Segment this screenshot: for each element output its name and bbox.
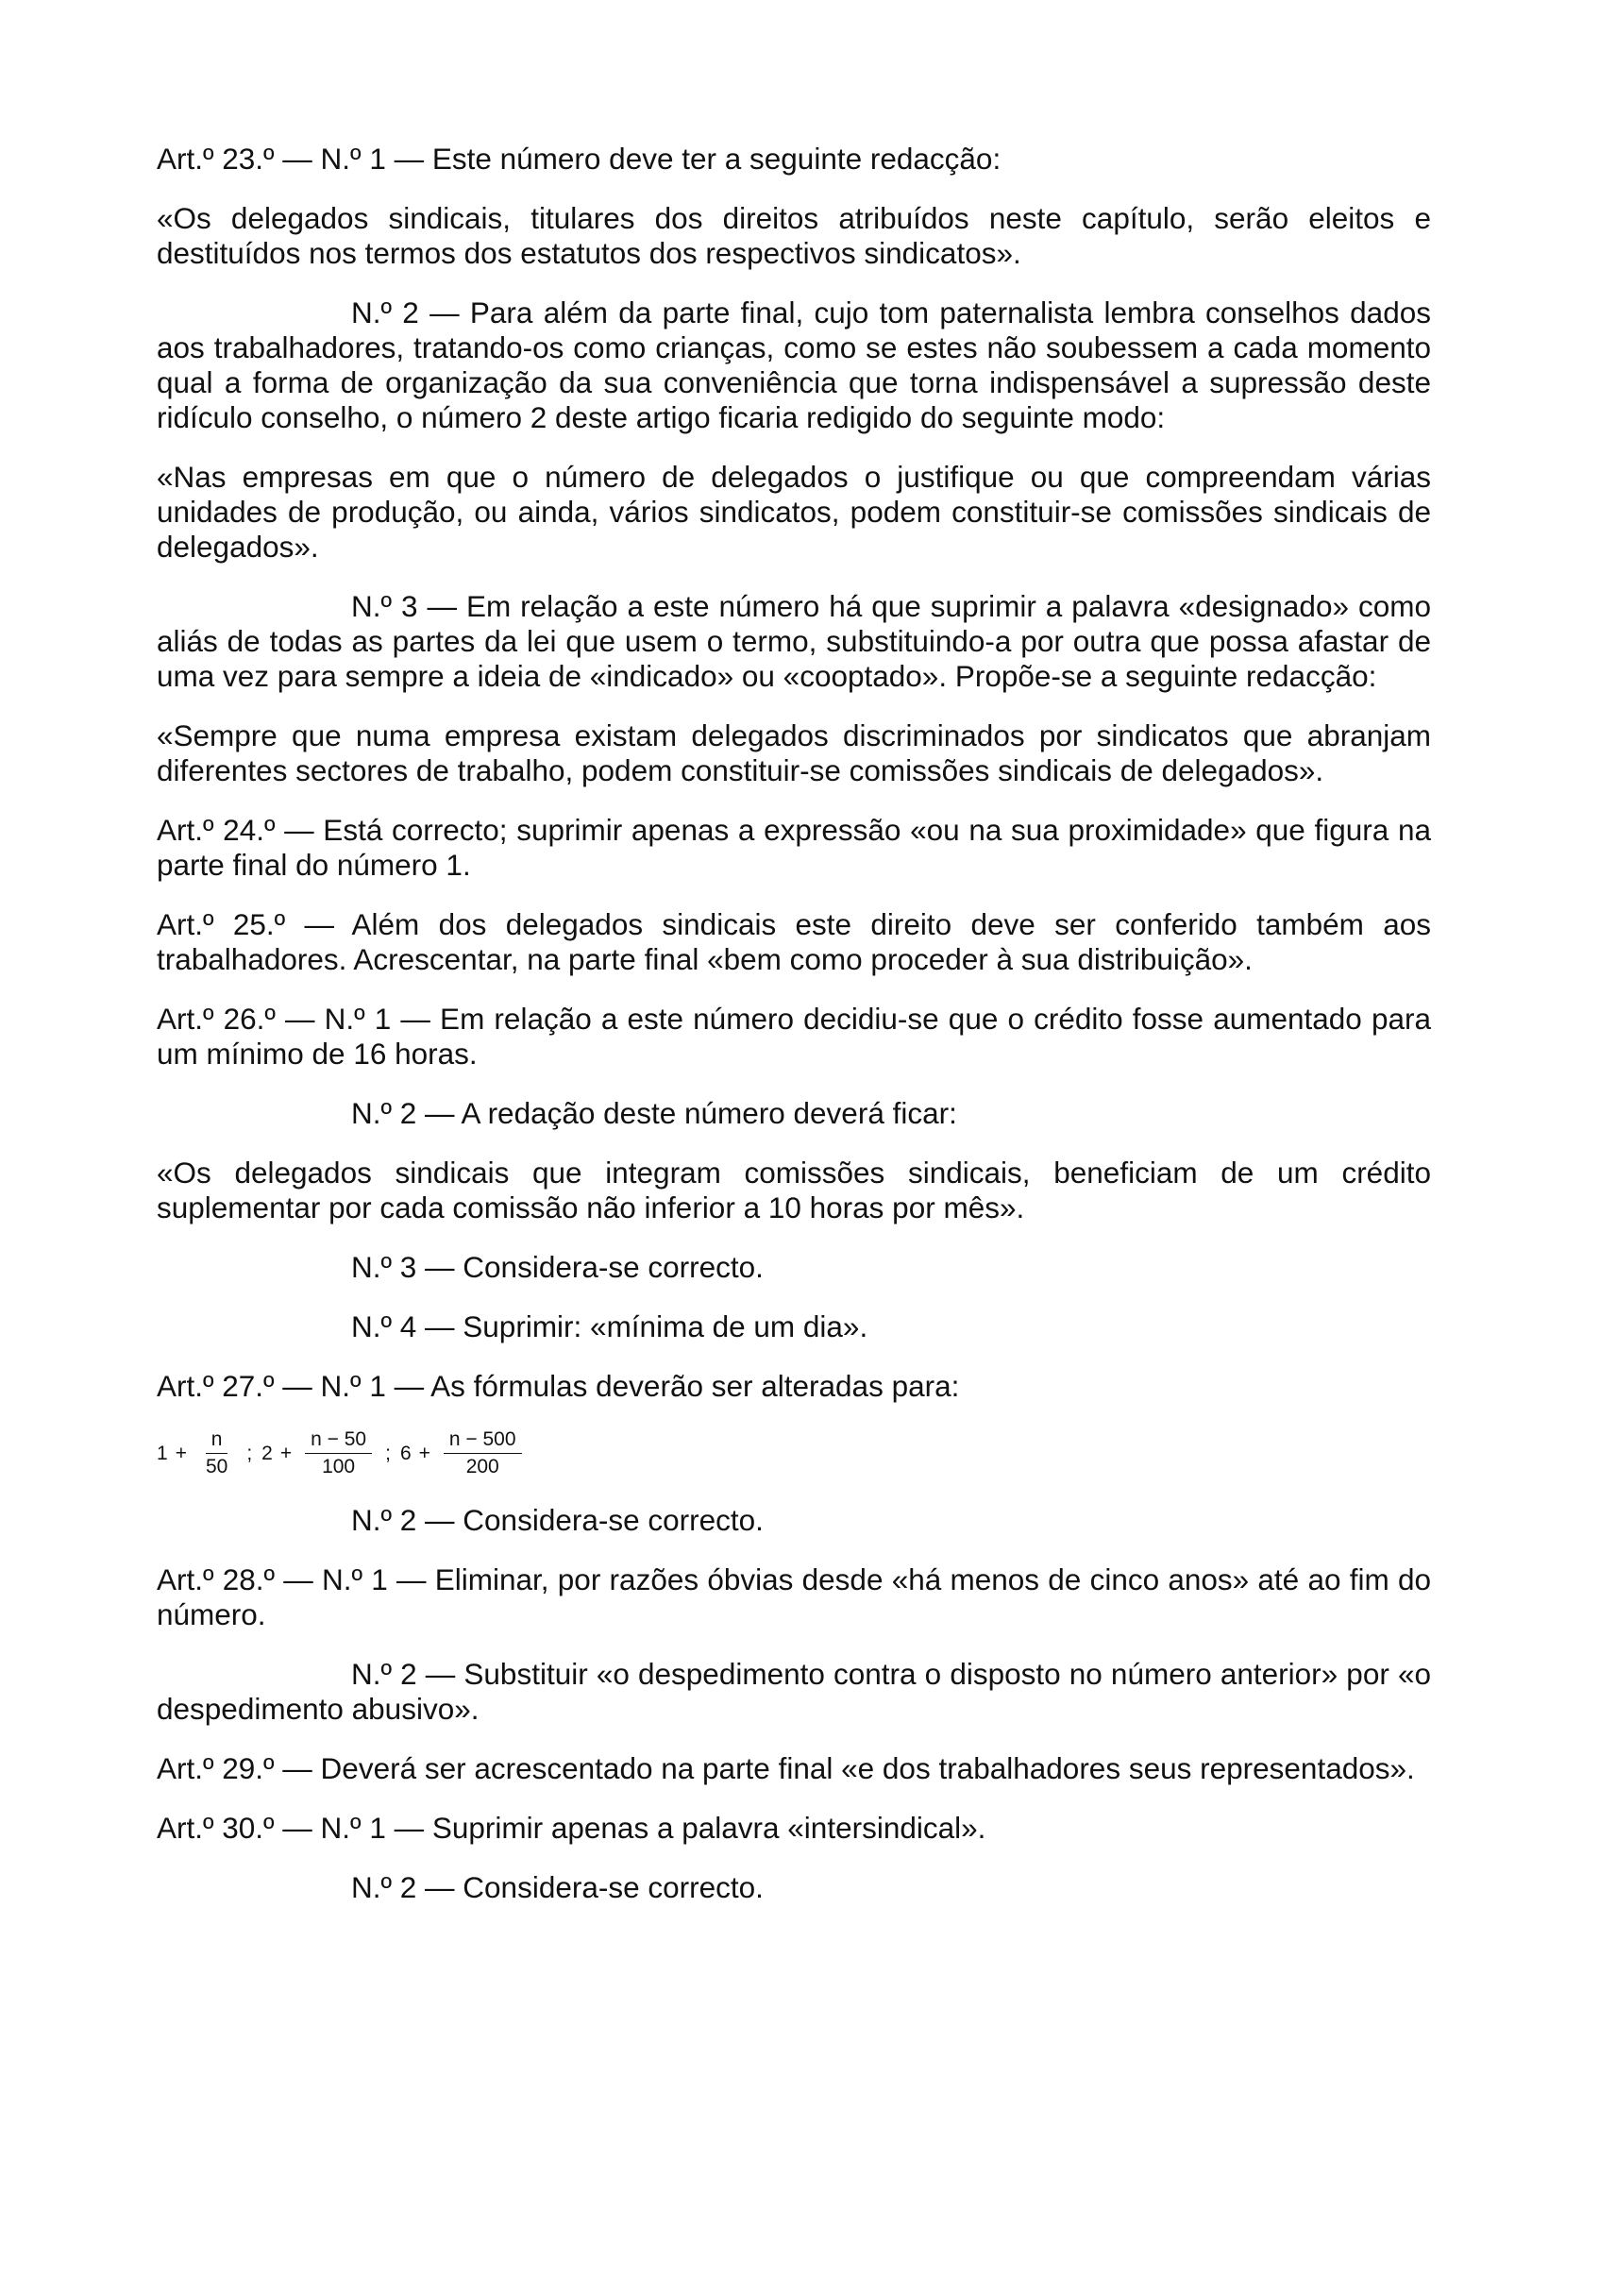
formula-term1-lead: 1	[157, 1442, 168, 1464]
formula-fraction-1-numerator: n	[206, 1428, 228, 1454]
formula-term3-lead: 6	[399, 1442, 412, 1464]
formula	[157, 1428, 1431, 1478]
art28-n2: N.º 2 — Substituir «o despedimento contra o disposto no número anterior» por «o despedimento abusivo».	[157, 1657, 1431, 1726]
formula-fraction-2	[305, 1428, 372, 1478]
art28-n1: Art.º 28.º — N.º 1 — Eliminar, por razões óbvias desde «há menos de cinco anos» até ao fim do número.	[157, 1562, 1431, 1631]
art23-n2: N.º 2 — Para além da parte final, cujo tom paternalista lembra conselhos dados aos trabalhadores, tratando-os como crianças, como se estes não soubessem a cada momento qual a forma de organização da sua conveniência que torna indispensável a supressão deste ridículo conselho, o número 2 deste artigo ficaria redigido do seguinte modo:	[157, 295, 1431, 434]
art23-n1: Art.º 23.º — N.º 1 — Este número deve ter a seguinte redacção:	[157, 142, 1002, 176]
art25: Art.º 25.º — Além dos delegados sindicais este direito deve ser conferido também aos trabalhadores. Acrescentar, na parte final «bem como proceder à sua distribuição».	[157, 907, 1431, 976]
art23-n3-quote: «Sempre que numa empresa existam delegados discriminados por sindicatos que abranjam diferentes sectores de trabalho, podem constituir-se comissões sindicais de delegados».	[157, 718, 1431, 787]
art23-n1-quote: «Os delegados sindicais, titulares dos direitos atribuídos neste capítulo, serão eleitos e destituídos nos termos dos estatutos dos respectivos sindicatos».	[157, 201, 1431, 270]
art26-n3: N.º 3 — Considera-se correcto.	[351, 1250, 764, 1284]
formula-fraction-3-numerator: n − 500	[444, 1428, 522, 1454]
art26-n2: N.º 2 — A redação deste número deverá ficar:	[351, 1096, 957, 1130]
formula-term2-lead: 2	[261, 1442, 273, 1464]
formula-fraction-2-denominator: 100	[322, 1456, 356, 1477]
art30-n1: Art.º 30.º — N.º 1 — Suprimir apenas a palavra «intersindical».	[157, 1811, 986, 1845]
art27-n2: N.º 2 — Considera-se correcto.	[351, 1503, 764, 1537]
art26-n2-quote: «Os delegados sindicais que integram comissões sindicais, beneficiam de um crédito suplementar por cada comissão não inferior a 10 horas por mês».	[157, 1156, 1431, 1224]
art26-n4: N.º 4 — Suprimir: «mínima de um dia».	[351, 1309, 868, 1343]
formula-plus-3: +	[418, 1442, 430, 1464]
formula-semicolon-1: ;	[246, 1442, 253, 1464]
art23-n3: N.º 3 — Em relação a este número há que suprimir a palavra «designado» como aliás de todas as partes da lei que usem o termo, substituindo-a por outra que possa afastar de uma vez para sempre a ideia de «indicado» ou «cooptado». Propõe-se a seguinte redacção:	[157, 589, 1431, 693]
art30-n2: N.º 2 — Considera-se correcto.	[351, 1870, 764, 1904]
document-page	[157, 142, 1431, 1930]
formula-fraction-2-numerator: n − 50	[305, 1428, 372, 1454]
formula-fraction-1-denominator: 50	[205, 1456, 228, 1477]
art29: Art.º 29.º — Deverá ser acrescentado na parte final «e dos trabalhadores seus representados».	[157, 1751, 1415, 1785]
formula-fraction-3-denominator: 200	[465, 1456, 499, 1477]
art23-n2-quote: «Nas empresas em que o número de delegados o justifique ou que compreendam várias unidades de produção, ou ainda, vários sindicatos, podem constituir-se comissões sindicais de delegados».	[157, 460, 1431, 564]
formula-semicolon-2: ;	[385, 1442, 391, 1464]
art27-n1: Art.º 27.º — N.º 1 — As fórmulas deverão ser alteradas para:	[157, 1369, 960, 1403]
formula-plus-2: +	[279, 1442, 293, 1464]
art26-n1: Art.º 26.º — N.º 1 — Em relação a este número decidiu-se que o crédito fosse aumentado para um mínimo de 16 horas.	[157, 1002, 1431, 1071]
art24: Art.º 24.º — Está correcto; suprimir apenas a expressão «ou na sua proximidade» que figura na parte final do número 1.	[157, 813, 1431, 882]
formula-fraction-1	[200, 1428, 233, 1478]
formula-plus-1: +	[175, 1442, 187, 1464]
formula-fraction-3	[444, 1428, 522, 1478]
